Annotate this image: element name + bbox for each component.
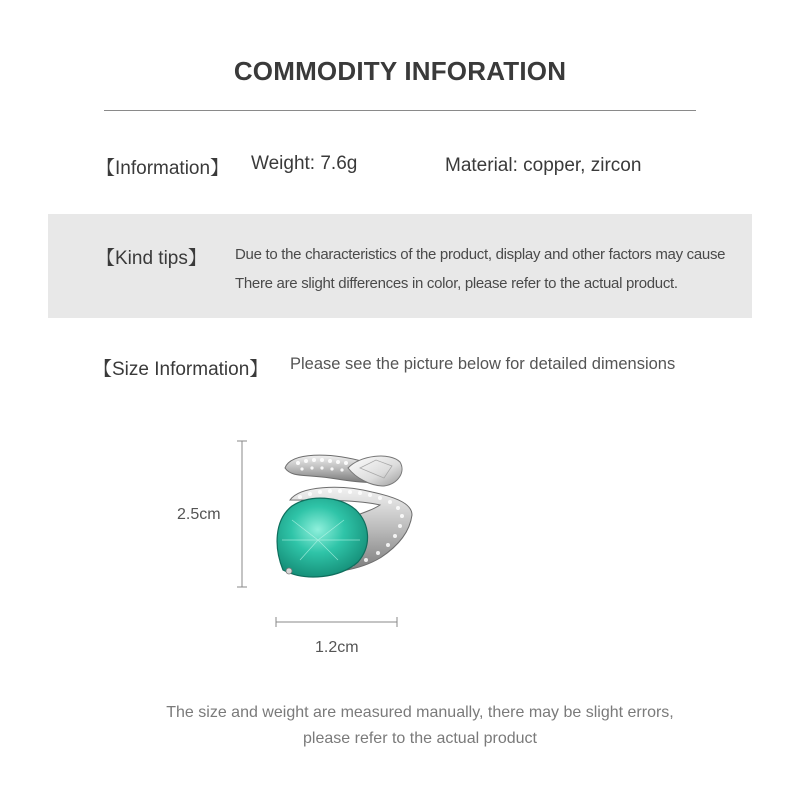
information-label: 【Information】 [96,158,230,179]
width-dimension-label: 1.2cm [315,639,359,656]
material-value: Material: copper, zircon [445,155,642,176]
width-dimension-line [276,617,397,627]
page-title: COMMODITY INFORATION [233,56,567,86]
size-information-label: 【Size Information】 [93,359,269,380]
size-information-description: Please see the picture below for detailed dimensions [290,355,676,373]
weight-value: Weight: 7.6g [251,153,358,174]
footer-note-line-2: please refer to the actual product [303,730,537,747]
kind-tips-line-2: There are slight differences in color, please refer to the actual product. [235,275,678,292]
height-dimension-line [237,441,247,587]
kind-tips-line-1: Due to the characteristics of the product, display and other factors may cause [235,246,726,263]
green-pear-stone [277,498,367,577]
footer-note-line-1: The size and weight are measured manually, there may be slight errors, [166,704,674,721]
height-dimension-label: 2.5cm [177,506,221,523]
kind-tips-label: 【Kind tips】 [96,248,207,269]
